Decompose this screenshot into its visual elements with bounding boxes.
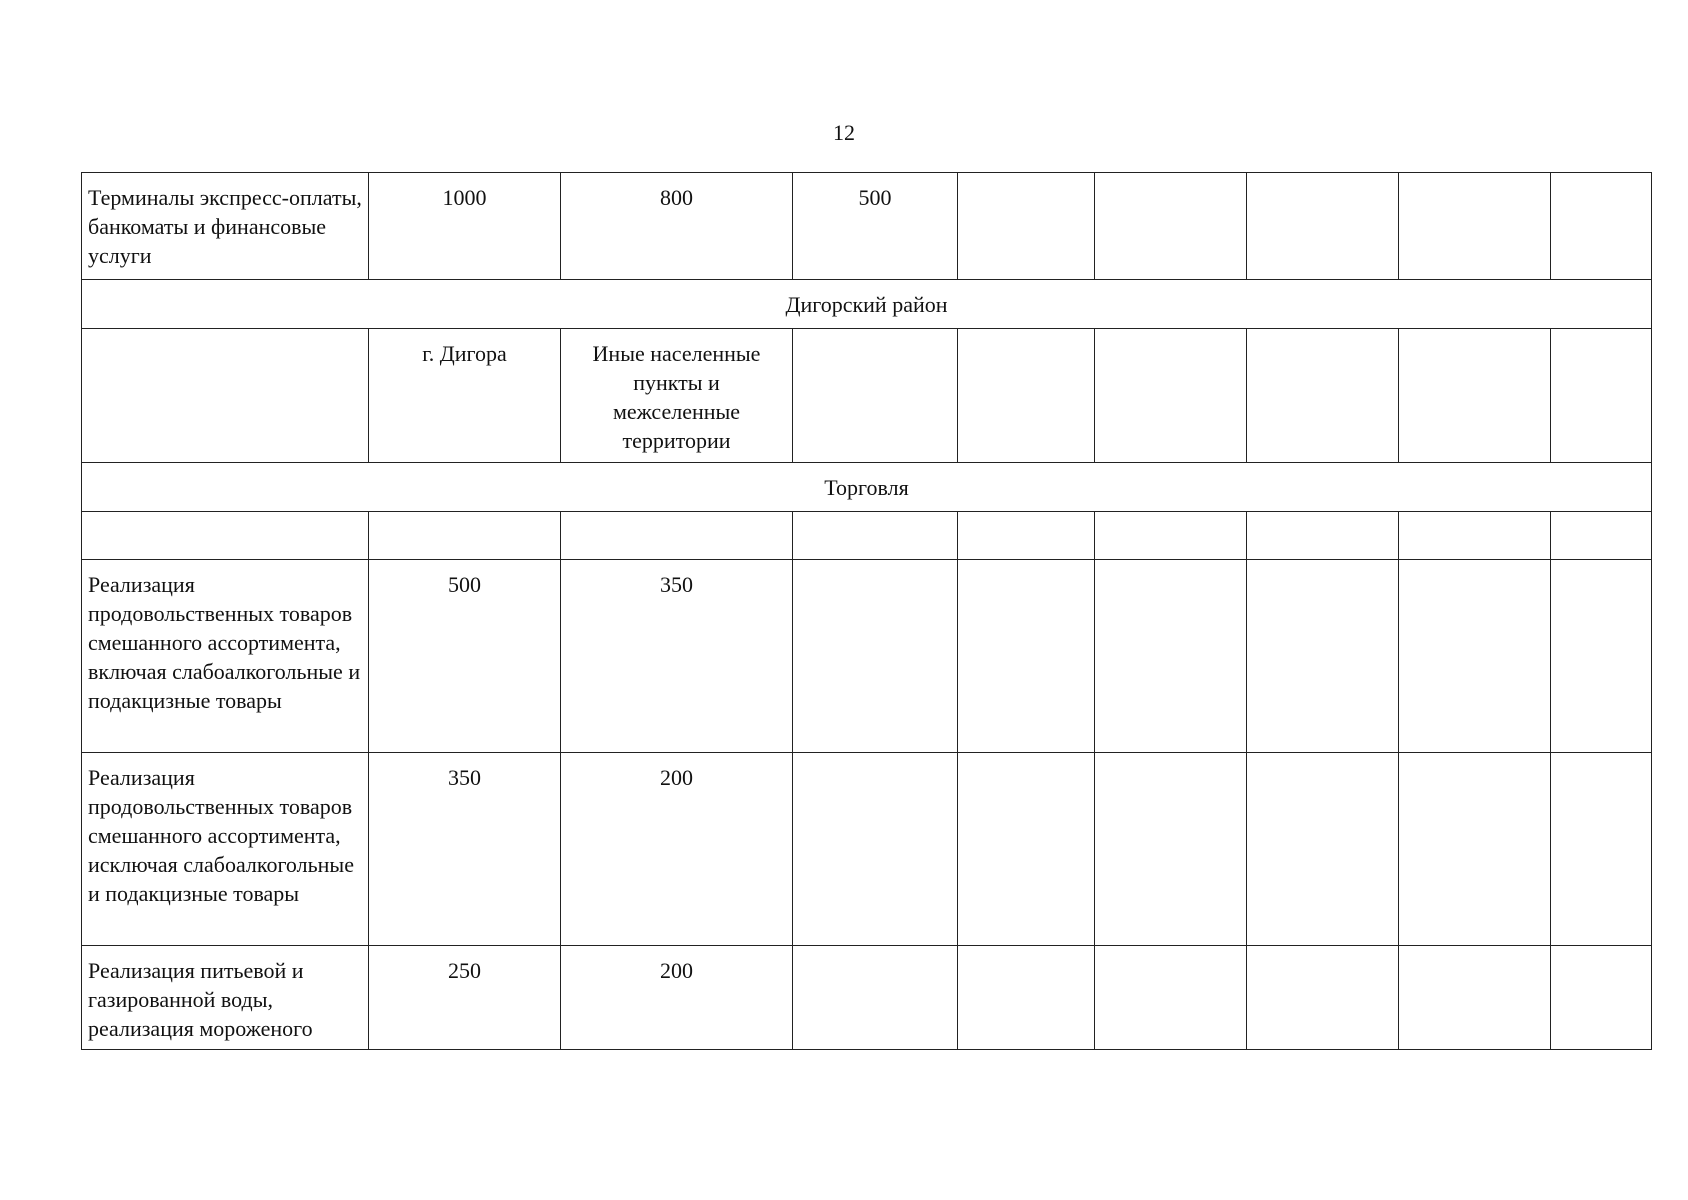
empty-cell	[1095, 946, 1247, 1050]
empty-cell	[1399, 173, 1551, 280]
cell-value: 500	[793, 173, 958, 280]
empty-cell	[369, 512, 561, 560]
empty-cell	[82, 512, 369, 560]
column-header-other-settlements: Иные населенные пункты и межселенные территории	[561, 329, 793, 463]
empty-cell	[1247, 560, 1399, 753]
cell-value: 250	[369, 946, 561, 1050]
cell-value: 200	[561, 753, 793, 946]
table-row-terminals	[82, 173, 1652, 280]
empty-cell	[793, 512, 958, 560]
district-header: Дигорский район	[82, 280, 1652, 329]
empty-cell	[793, 946, 958, 1050]
empty-cell	[1551, 560, 1652, 753]
row-label-food-incl: Реализация продовольственных товаров смешанного ассортимента, включая слабоалкогольные и подакцизные товары	[82, 560, 369, 753]
empty-cell	[1247, 329, 1399, 463]
empty-cell	[1551, 512, 1652, 560]
empty-cell	[1399, 560, 1551, 753]
empty-cell	[958, 512, 1095, 560]
page-number: 12	[833, 120, 855, 145]
table-row-food-excl	[82, 753, 1652, 946]
cell-value: 350	[561, 560, 793, 753]
empty-cell	[1399, 329, 1551, 463]
empty-cell	[1095, 329, 1247, 463]
empty-cell	[1551, 946, 1652, 1050]
row-label-terminals: Терминалы экспресс-оплаты, банкоматы и финансовые услуги	[82, 173, 369, 280]
empty-cell	[793, 753, 958, 946]
empty-cell	[1399, 512, 1551, 560]
column-header-digora: г. Дигора	[369, 329, 561, 463]
empty-cell	[1095, 512, 1247, 560]
empty-cell	[958, 329, 1095, 463]
cell-value: 1000	[369, 173, 561, 280]
cell-value: 350	[369, 753, 561, 946]
empty-cell	[1247, 512, 1399, 560]
empty-cell	[958, 173, 1095, 280]
empty-cell	[1399, 946, 1551, 1050]
empty-cell	[1399, 753, 1551, 946]
empty-cell	[958, 560, 1095, 753]
section-header-trade: Торговля	[82, 463, 1652, 512]
empty-cell	[1095, 560, 1247, 753]
empty-cell	[561, 512, 793, 560]
empty-cell	[1551, 173, 1652, 280]
empty-cell	[1095, 173, 1247, 280]
tariff-table	[81, 172, 1652, 1050]
empty-cell	[793, 560, 958, 753]
cell-value: 800	[561, 173, 793, 280]
table-row-water	[82, 946, 1652, 1050]
empty-cell	[1095, 753, 1247, 946]
row-label-food-excl: Реализация продовольственных товаров смешанного ассортимента, исключая слабоалкогольные и подакцизные товары	[82, 753, 369, 946]
empty-cell	[1551, 329, 1652, 463]
empty-cell	[1247, 173, 1399, 280]
empty-cell	[1247, 753, 1399, 946]
row-label-water: Реализация питьевой и газированной воды, реализация мороженого	[82, 946, 369, 1050]
table-row-empty	[82, 512, 1652, 560]
table-row-district	[82, 280, 1652, 329]
empty-cell	[1247, 946, 1399, 1050]
empty-cell	[958, 753, 1095, 946]
empty-cell	[1551, 753, 1652, 946]
cell-value: 500	[369, 560, 561, 753]
table-row-trade-section	[82, 463, 1652, 512]
empty-cell	[793, 329, 958, 463]
empty-cell	[82, 329, 369, 463]
table-row-places	[82, 329, 1652, 463]
cell-value: 200	[561, 946, 793, 1050]
empty-cell	[958, 946, 1095, 1050]
table-row-food-incl	[82, 560, 1652, 753]
